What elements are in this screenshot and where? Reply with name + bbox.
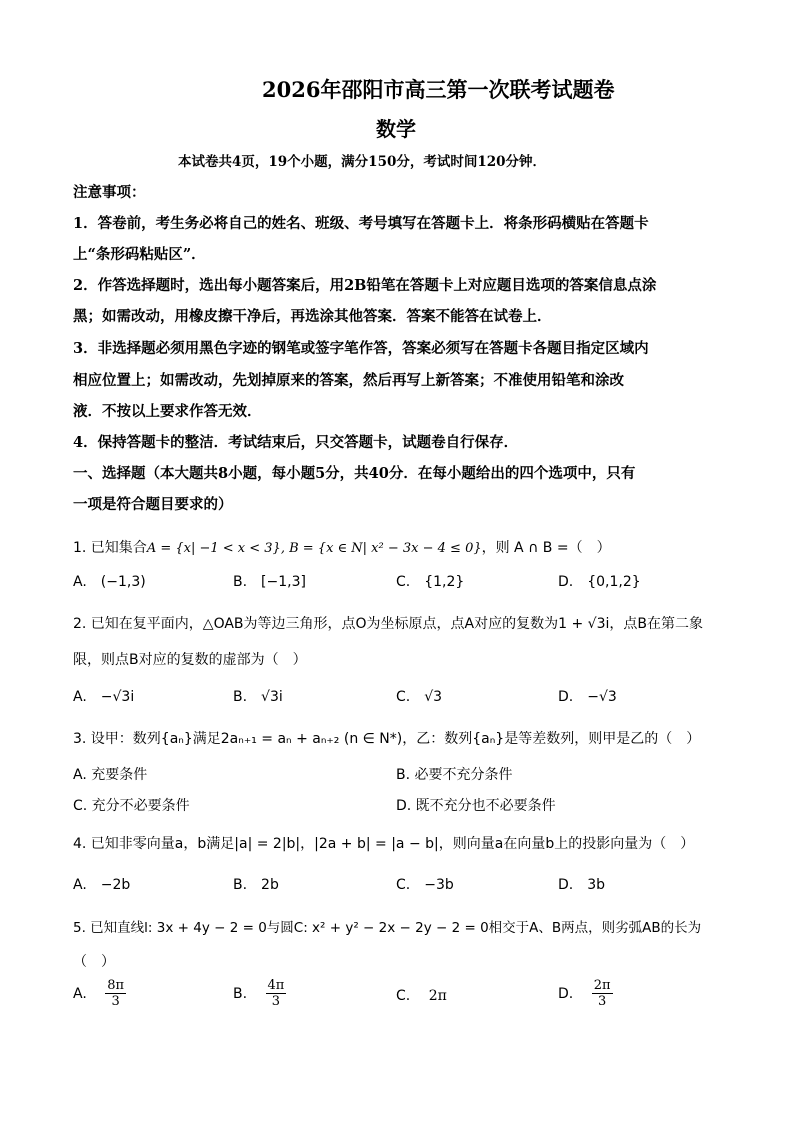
q5-option-d [558, 978, 613, 1009]
notes-line: 2．作答选择题时，选出每小题答案后，用2B铅笔在答题卡上对应题目选项的答案信息点涂 [73, 277, 657, 294]
q1-option-b: B. [−1,3] [233, 574, 306, 590]
question-5-line1: 5. 已知直线l: 3x + 4y − 2 = 0与圆C: x² + y² − 2x − 2y − 2 = 0相交于A、B两点，则劣弧AB的长为 [73, 920, 702, 936]
denominator: 3 [597, 994, 607, 1009]
q3-option-a: A. 充要条件 [73, 767, 148, 783]
question-1-formula: A = {x| −1 < x < 3}, B = {x ∈ N| x² − 3x − 4 ≤ 0} [146, 541, 482, 556]
question-2-line1: 2. 已知在复平面内，△OAB为等边三角形，点O为坐标原点，点A对应的复数为1 + √3i，点B在第二象 [73, 616, 703, 632]
question-3: 3. 设甲：数列{aₙ}满足2aₙ₊₁ = aₙ + aₙ₊₂ (n ∈ N*)，乙：数列{aₙ}是等差数列，则甲是乙的（ ） [73, 731, 701, 747]
denominator: 3 [111, 994, 120, 1009]
notes-line: 3．非选择题必须用黑色字迹的钢笔或签字笔作答，答案必须写在答题卡各题目指定区域内 [73, 340, 649, 357]
q5-option-c [396, 988, 447, 1004]
q1-option-a: A. (−1,3) [73, 574, 146, 590]
exam-title: 2026年邵阳市高三第一次联考试题卷 [262, 77, 615, 102]
notes-line: 液．不按以上要求作答无效． [73, 403, 262, 420]
q5-option-a [73, 978, 126, 1009]
exam-info: 本试卷共4页，19个小题，满分150分，考试时间120分钟． [178, 154, 547, 170]
question-5-line2: （ ） [73, 954, 115, 970]
fraction [105, 978, 126, 1009]
q5-option-a-label: A. [73, 985, 87, 1002]
notes-line: 上“条形码粘贴区”． [73, 246, 206, 263]
q5-option-c-value: 2π [428, 988, 447, 1004]
fraction [592, 978, 613, 1009]
q5-option-b-label: B. [233, 985, 248, 1002]
q3-option-d: D. 既不充分也不必要条件 [396, 798, 556, 814]
q5-option-b [233, 978, 286, 1009]
section-heading: 一项是符合题目要求的） [73, 496, 233, 513]
q5-option-c-label: C. [396, 988, 411, 1004]
section-heading: 一、选择题（本大题共8小题，每小题5分，共40分．在每小题给出的四个选项中，只有 [73, 465, 636, 482]
notes-line: 黑；如需改动，用橡皮擦干净后，再选涂其他答案．答案不能答在试卷上． [73, 308, 552, 325]
q4-option-d: D. 3b [558, 877, 606, 893]
numerator: 2π [593, 978, 611, 993]
q2-option-d: D. −√3 [558, 689, 617, 705]
notes-line: 1．答卷前，考生务必将自己的姓名、班级、考号填写在答题卡上．将条形码横贴在答题卡 [73, 215, 649, 232]
notes-line: 4．保持答题卡的整洁．考试结束后，只交答题卡，试题卷自行保存． [73, 434, 519, 451]
subject-title: 数学 [376, 117, 416, 141]
q1-option-c: C. {1,2} [396, 574, 465, 590]
fraction [266, 978, 287, 1009]
q4-option-c: C. −3b [396, 877, 454, 893]
q4-option-a: A. −2b [73, 877, 131, 893]
q2-option-b: B. √3i [233, 689, 283, 705]
question-1 [73, 537, 611, 557]
notes-line: 相应位置上；如需改动，先划掉原来的答案，然后再写上新答案；不准使用铅笔和涂改 [73, 372, 624, 389]
q2-option-a: A. −√3i [73, 689, 135, 705]
q2-option-c: C. √3 [396, 689, 443, 705]
q3-option-b: B. 必要不充分条件 [396, 767, 513, 783]
denominator: 3 [271, 994, 281, 1009]
question-1-suffix: ，则 A ∩ B =（ ） [481, 540, 611, 556]
numerator: 4π [267, 978, 285, 993]
q5-option-d-label: D. [558, 985, 574, 1002]
q1-option-d: D. {0,1,2} [558, 574, 641, 590]
question-4: 4. 已知非零向量a，b满足|a| = 2|b|，|2a + b| = |a − b|，则向量a在向量b上的投影向量为（ ） [73, 836, 695, 852]
question-1-prefix: 1. 已知集合 [73, 540, 147, 556]
q3-option-c: C. 充分不必要条件 [73, 798, 190, 814]
question-2-line2: 限，则点B对应的复数的虚部为（ ） [73, 652, 307, 668]
q4-option-b: B. 2b [233, 877, 279, 893]
numerator: 8π [107, 978, 125, 993]
notes-heading: 注意事项： [73, 184, 146, 201]
